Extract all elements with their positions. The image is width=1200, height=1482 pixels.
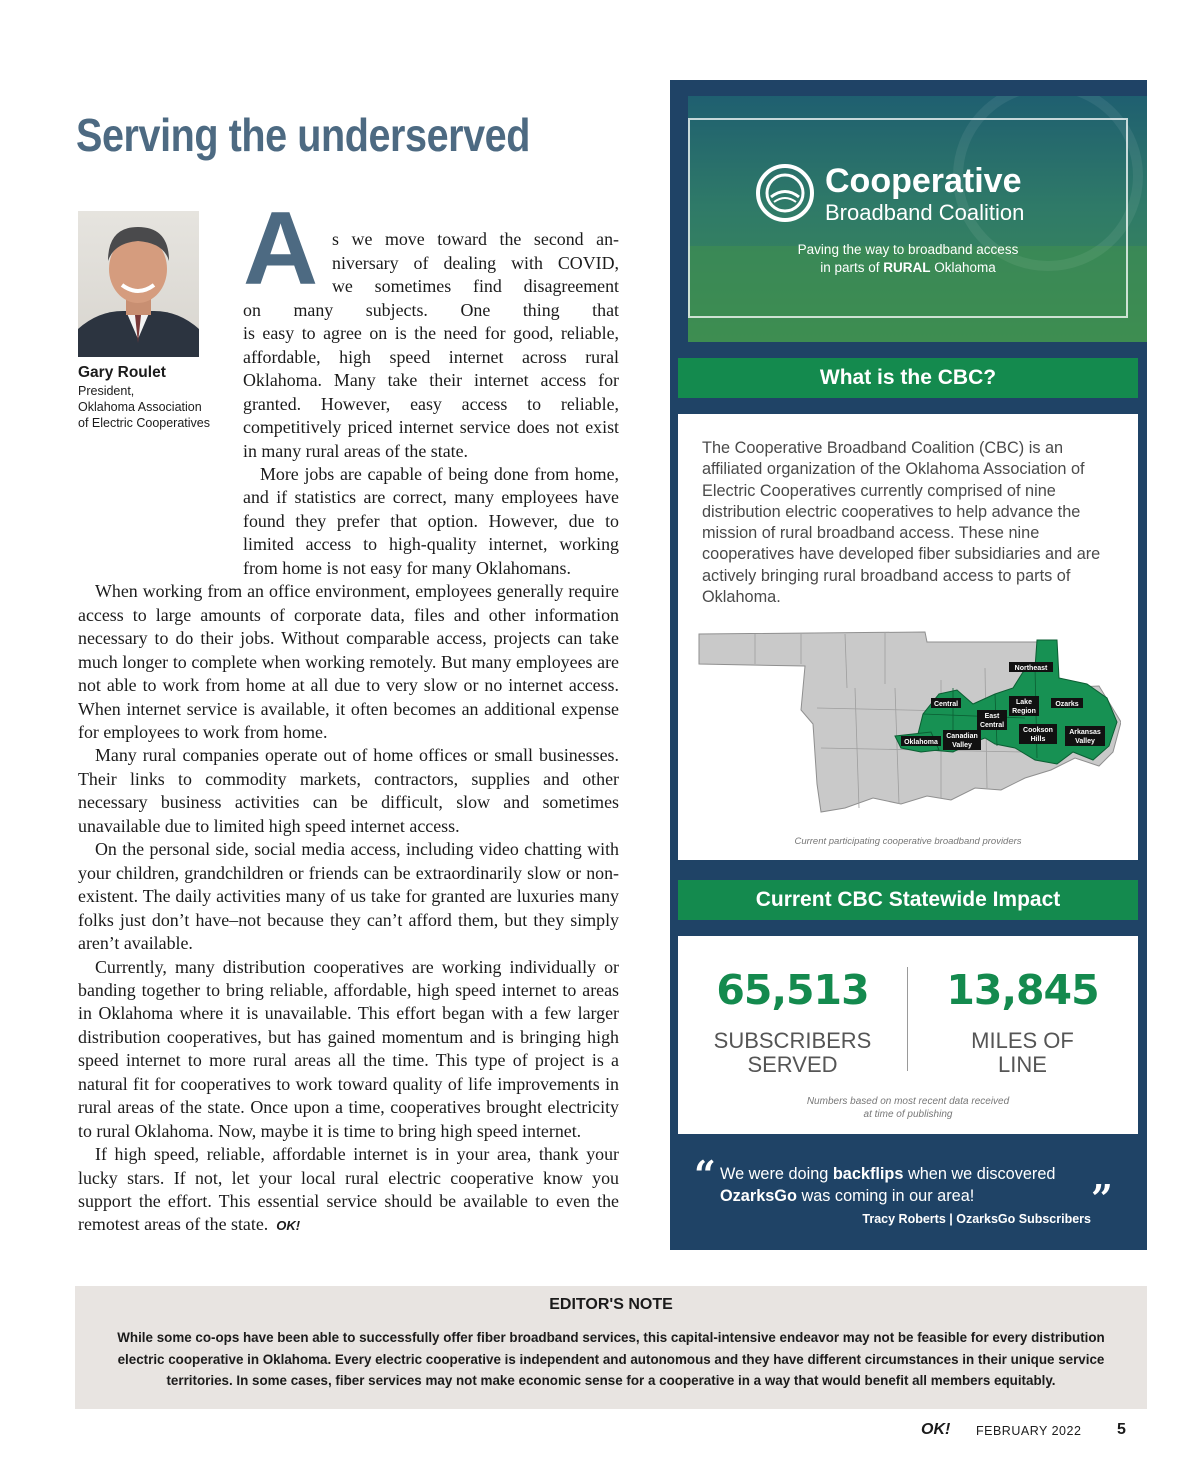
footnote-line: at time of publishing: [863, 1109, 953, 1120]
map-label-east-central: Central: [979, 722, 1005, 729]
cbc-logo-icon: [756, 164, 814, 222]
tagline-text: in parts of: [820, 260, 884, 275]
intro-line: s we move toward the second an-: [332, 229, 619, 250]
article-paragraph: Many rural companies operate out of home offices or small businesses. Their links to commodity markets, contractors, supplies and other necessary business activities can be difficult, slow and sometimes unavailable due to limited high speed internet access.: [78, 745, 619, 836]
brand-subtitle: Broadband Coalition: [825, 200, 1025, 225]
article-paragraph: On the personal side, social media access, including video chatting with your children, grandchildren or friends can be extraordinarily slow or non-existent. The daily activities many of us take for granted are luxuries many folks just don’t have–not because they can’t afford them, but they simply aren’t available.: [78, 839, 619, 954]
article-body: [78, 205, 619, 1238]
intro-line: on many subjects. One thing that: [243, 299, 619, 320]
article-paragraph: Currently, many distribution cooperatives are working individually or banding together to bring reliable, affordable, high speed internet to areas in Oklahoma where it is unavailable. This effort began with a few larger distribution cooperatives, but has gained momentum and is bringing high speed internet to more rural areas all the time. This type of project is a natural fit for cooperatives to work toward quality of life improvements in rural areas of the state. Once upon a time, cooperatives brought electricity to rural Oklahoma. Now, maybe it is time to bring high speed internet.: [78, 956, 619, 1141]
map-label-lake: Lake: [1016, 699, 1032, 706]
end-mark-logo: OK!: [276, 1218, 301, 1234]
intro-line: we sometimes find disagreement: [332, 276, 619, 297]
tagline-bold: RURAL: [883, 260, 931, 275]
stat-label-line: MILES OF: [971, 1028, 1074, 1053]
subscribers-count: 65,513: [716, 966, 869, 1014]
quote-attribution: Tracy Roberts | OzarksGo Subscribers: [862, 1212, 1091, 1226]
what-is-cbc-heading: What is the CBC?: [678, 358, 1138, 398]
article-paragraph-1-start: [243, 463, 619, 580]
map-label-ozarks: Ozarks: [1055, 701, 1079, 708]
article-paragraph-last: [78, 1143, 619, 1238]
testimonial-quote: [720, 1164, 1110, 1207]
issue-date: FEBRUARY 2022: [976, 1424, 1082, 1438]
map-label-region: Region: [1012, 708, 1036, 715]
oklahoma-coop-map: [695, 628, 1121, 818]
impact-heading: Current CBC Statewide Impact: [678, 880, 1138, 920]
stat-divider: [907, 967, 908, 1071]
map-label-oklahoma: Oklahoma: [904, 739, 938, 746]
stat-label-line: SERVED: [747, 1052, 838, 1077]
brand-title: Cooperative: [825, 162, 1022, 200]
map-label-east: East: [984, 713, 1000, 720]
map-label-arkansas: Arkansas: [1069, 729, 1101, 736]
author-title-line: President,: [78, 384, 135, 398]
editors-note-title: EDITOR'S NOTE: [549, 1296, 673, 1313]
article-paragraph: More jobs are capable of being done from home, and if statistics are correct, many employees have found they prefer that option. However, due to limited access to high-quality internet, working from home is not easy for many Oklahomans.: [243, 463, 619, 578]
tagline-line: [688, 259, 1128, 277]
page-number: 5: [1117, 1421, 1126, 1438]
map-label-cookson: Cookson: [1023, 727, 1053, 734]
footnote-line: Numbers based on most recent data received: [806, 1096, 1010, 1107]
map-label-canadian-valley: Valley: [952, 742, 972, 749]
quote-text: when we discovered: [903, 1165, 1056, 1183]
author-title-line: Oklahoma Association: [78, 400, 202, 414]
article-intro: [78, 205, 619, 463]
map-caption: Current participating cooperative broadband providers: [794, 836, 1022, 847]
miles-count: 13,845: [946, 966, 1099, 1014]
author-title-line: of Electric Cooperatives: [78, 416, 211, 430]
brand-tagline: [688, 241, 1128, 277]
map-label-canadian: Canadian: [946, 733, 978, 740]
quote-bold: backflips: [832, 1165, 904, 1183]
tagline-text: Oklahoma: [930, 260, 996, 275]
stat-label-line: LINE: [998, 1052, 1047, 1077]
article-headline: Serving the underserved: [76, 109, 530, 161]
tagline-line: Paving the way to broadband access: [797, 242, 1019, 257]
open-quote-icon: “: [694, 1152, 716, 1197]
map-label-central: Central: [933, 701, 959, 708]
quote-bold: OzarksGo: [720, 1186, 797, 1205]
quote-text: We were doing: [720, 1165, 833, 1183]
intro-rest: is easy to agree on is the need for good, reliable, affordable, high speed internet across rural Oklahoma. Many take their internet access for granted. However, easy access to reliable, competitively priced internet service does not exist in many rural areas of the state.: [243, 323, 619, 461]
subscribers-label: [690, 1029, 895, 1077]
drop-cap: A: [243, 191, 319, 307]
article-paragraph: If high speed, reliable, affordable internet is in your area, thank your lucky stars. If not, let your local rural electric cooperative know you support the effort. This essential service should be available to even the remotest areas of the state.: [78, 1144, 619, 1235]
quote-text: was coming in our area!: [796, 1186, 975, 1205]
close-quote-icon: ”: [1091, 1176, 1113, 1221]
map-label-hills: Hills: [1030, 736, 1046, 743]
cbc-description: The Cooperative Broadband Coalition (CBC) is an affiliated organization of the Oklahoma Association of Electric Cooperatives currently comprised of nine distribution electric cooperatives to help advance the mission of rural broadband access. These nine cooperatives have developed fiber subsidiaries and are actively bringing rural broadband access to parts of Oklahoma.: [702, 439, 1101, 607]
author-name: Gary Roulet: [78, 364, 166, 381]
map-label-northeast: Northeast: [1014, 665, 1048, 672]
map-label-arkansas-valley: Valley: [1075, 738, 1095, 745]
ok-magazine-logo: OK!: [921, 1421, 951, 1438]
miles-label: [920, 1029, 1125, 1077]
article-paragraph: When working from an office environment, employees generally require access to large amounts of corporate data, files and other information necessary to do their jobs. Without comparable access, projects can take much longer to complete when working remotely. But many employees are not able to work from home at all due to very slow or no internet access. When internet service is available, it often becomes an additional expense for employees to work from home.: [78, 581, 619, 742]
intro-line: niversary of dealing with COVID,: [332, 252, 619, 273]
stats-footnote: [678, 1095, 1138, 1121]
editors-note-body: While some co-ops have been able to successfully offer fiber broadband services, this capital-intensive endeavor may not be feasible for every distribution electric cooperative in Oklahoma. Every electric cooperative is independent and autonomous and they have different circumstances in their unique service territories. In some cases, fiber services may not make economic sense for a cooperative in a way that would benefit all members equitably.: [117, 1330, 1105, 1389]
stat-label-line: SUBSCRIBERS: [713, 1028, 872, 1053]
